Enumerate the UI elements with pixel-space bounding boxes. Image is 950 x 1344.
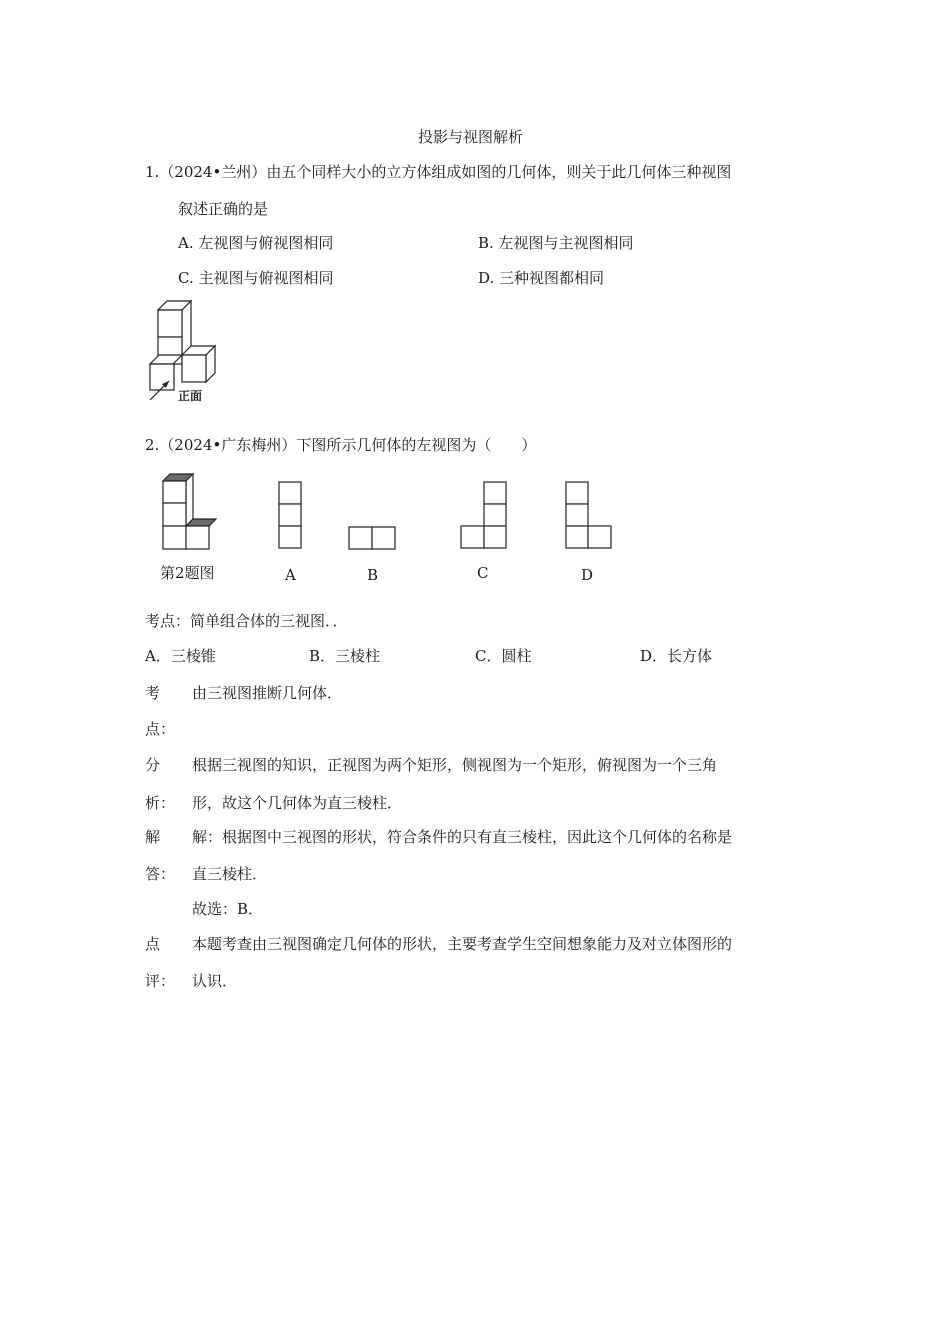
row-fenxi-text2: 形，故这个几何体为直三棱柱． xyxy=(192,794,403,812)
q2-label-c: C xyxy=(477,564,489,582)
row-dianping-label2: 评： xyxy=(145,972,176,990)
q2-option-d-figure xyxy=(565,481,615,556)
q2-label-b: B xyxy=(367,566,379,584)
row-kaodian-label2: 点： xyxy=(145,720,176,738)
q2-option-a-figure xyxy=(278,481,308,556)
row-fenxi-text1: 根据三视图的知识，正视图为两个矩形，侧视图为一个矩形，俯视图为一个三角 xyxy=(192,756,718,774)
row-dianping-label1: 点 xyxy=(145,935,161,953)
analysis-option-a: A．三棱锥 xyxy=(145,647,216,665)
kaodian-heading: 考点：简单组合体的三视图．． xyxy=(145,612,348,630)
analysis-option-d: D．长方体 xyxy=(640,647,713,665)
analysis-option-b: B．三棱柱 xyxy=(309,647,381,665)
page-title: 投影与视图解析 xyxy=(418,128,524,146)
q1-stem-line2: 叙述正确的是 xyxy=(178,200,269,218)
q1-option-a: A. 左视图与俯视图相同 xyxy=(178,234,334,252)
row-jieda-text2: 直三棱柱． xyxy=(192,865,268,883)
row-fenxi-label1: 分 xyxy=(145,756,161,774)
q1-stem-line1: 1.（2024•兰州）由五个同样大小的立方体组成如图的几何体，则关于此几何体三种视图 xyxy=(145,163,732,181)
q2-option-b-figure xyxy=(348,526,398,556)
q2-label-a: A xyxy=(285,566,296,584)
q2-figure-caption: 第2题图 xyxy=(160,564,215,582)
row-dianping-text1: 本题考查由三视图确定几何体的形状，主要考查学生空间想象能力及对立体图形的 xyxy=(192,935,733,953)
q1-option-b: B. 左视图与主视图相同 xyxy=(478,234,634,252)
q1-front-label: 正面 xyxy=(178,389,203,403)
q2-label-d: D xyxy=(581,566,594,584)
answer-line: 故选：B． xyxy=(192,900,264,918)
q2-stem: 2.（2024•广东梅州）下图所示几何体的左视图为（ ） xyxy=(145,436,537,454)
row-jieda-text1: 解：根据图中三视图的形状，符合条件的只有直三棱柱，因此这个几何体的名称是 xyxy=(192,828,733,846)
row-dianping-text2: 认识． xyxy=(192,972,238,990)
q1-option-c: C. 主视图与俯视图相同 xyxy=(178,269,334,287)
q2-solid-figure xyxy=(160,472,220,552)
row-fenxi-label2: 析： xyxy=(145,794,176,812)
q1-option-d: D. 三种视图都相同 xyxy=(478,269,605,287)
row-kaodian-label1: 考 xyxy=(145,684,161,702)
analysis-option-c: C．圆柱 xyxy=(475,647,532,665)
row-jieda-label2: 答： xyxy=(145,865,176,883)
q2-option-c-figure xyxy=(460,481,510,556)
row-jieda-label1: 解 xyxy=(145,828,161,846)
row-kaodian-text: 由三视图推断几何体． xyxy=(192,684,343,702)
